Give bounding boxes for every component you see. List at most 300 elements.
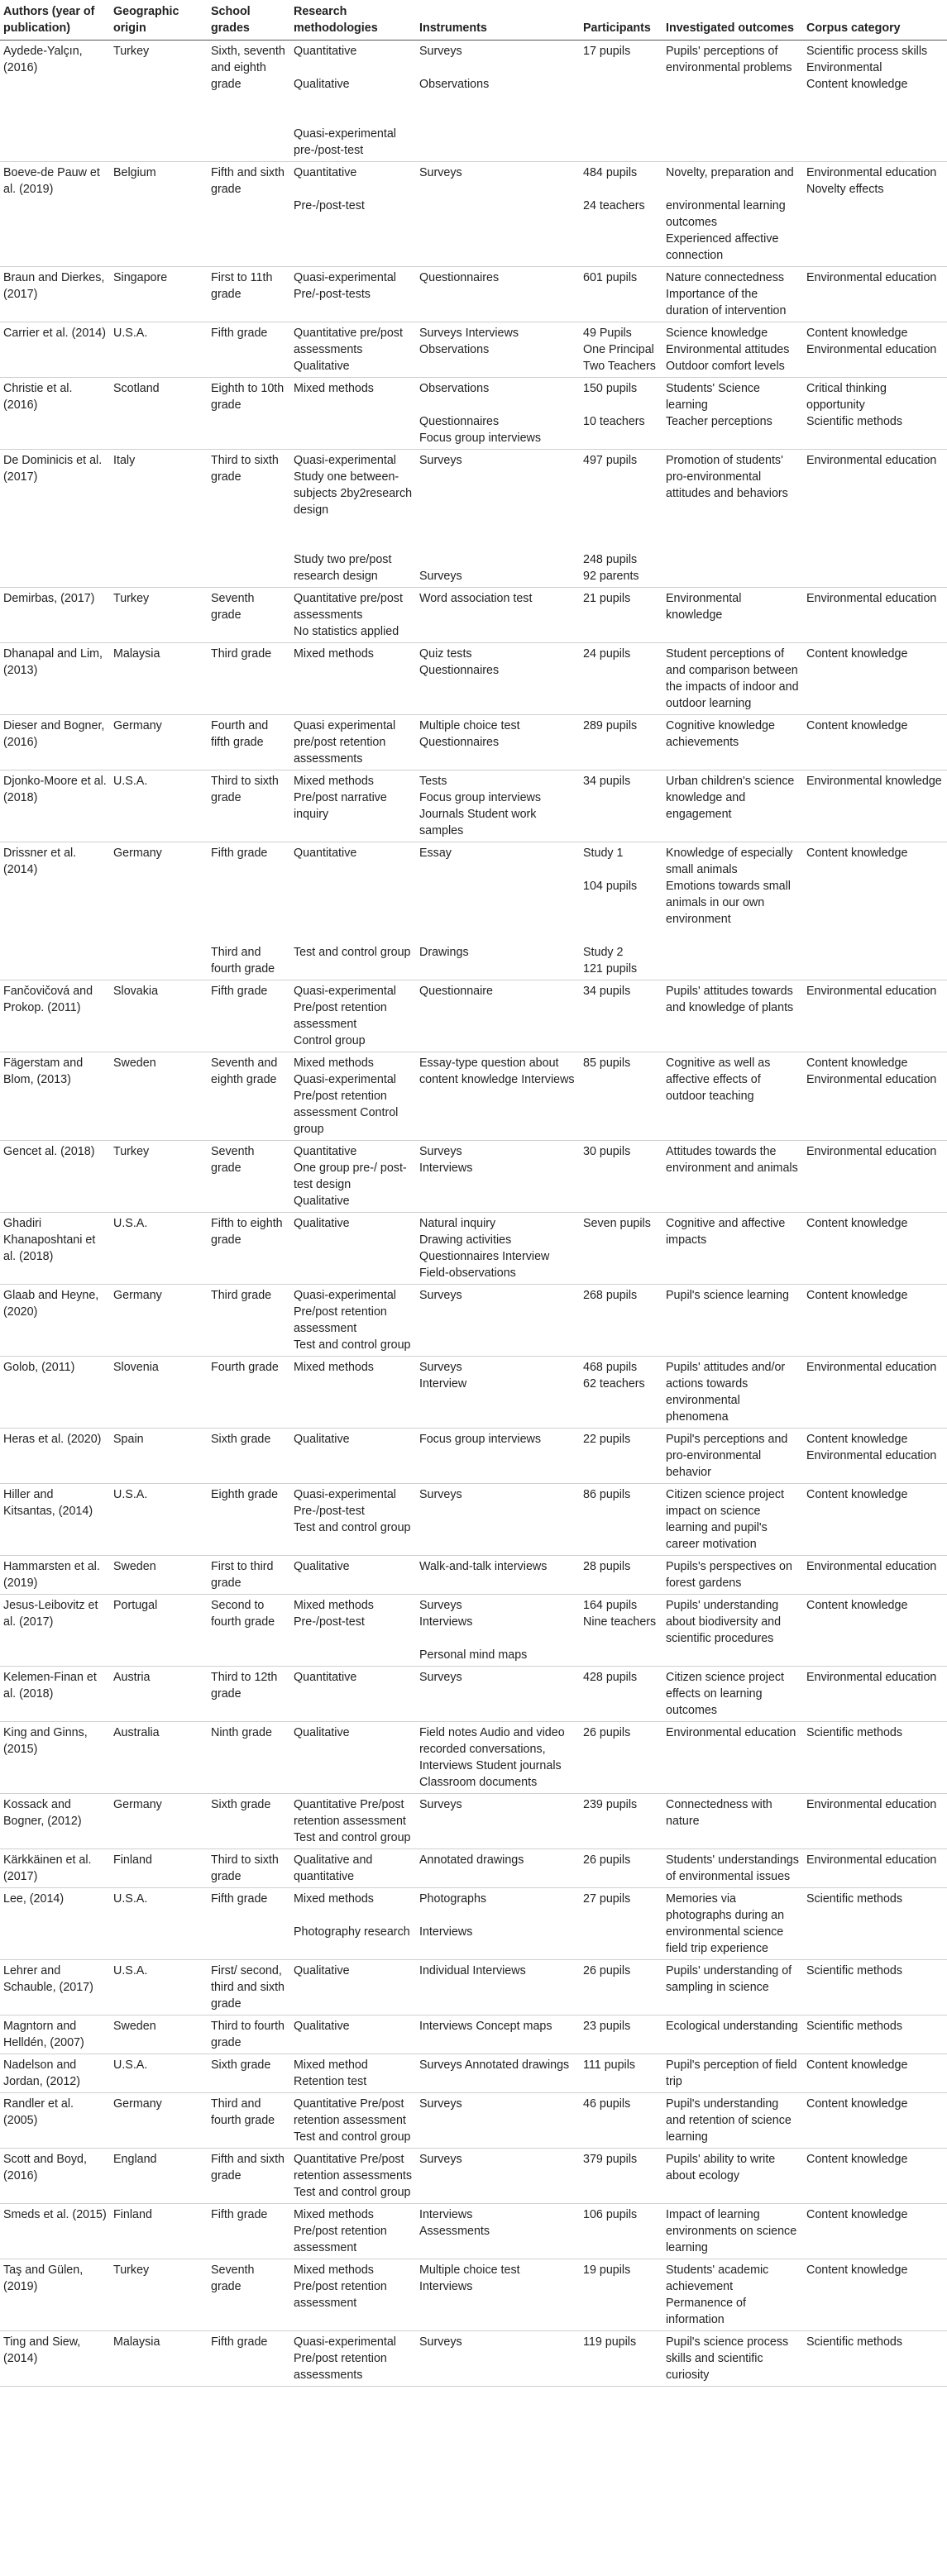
cell-line: Scientific methods <box>806 2335 903 2349</box>
cell-line: Nine teachers <box>583 1615 657 1629</box>
cell-line: Pupils' attitudes towards and knowledge of plants <box>666 985 794 1014</box>
authors-cell <box>0 1960 110 2015</box>
cell-line: Malaysia <box>113 647 160 661</box>
cell-line <box>419 518 576 535</box>
cell-line <box>294 535 413 551</box>
origin-cell <box>110 1052 208 1141</box>
cell-line: Citizen science project impact on science learning and pupil's career motivation <box>666 1488 785 1551</box>
cell-line: Importance of the duration of intervention <box>666 288 787 317</box>
cell-line: Glaab and Heyne, (2020) <box>3 1289 99 1319</box>
cell-line: Mixed methods <box>294 2208 374 2221</box>
cell-line: Pre-/post-test <box>294 199 365 212</box>
origin-cell <box>110 1960 208 2015</box>
grades-cell <box>208 1357 290 1429</box>
cell-line: Sweden <box>113 2020 156 2033</box>
cell-line <box>583 911 659 928</box>
cell-line: 497 pupils <box>583 454 638 467</box>
cell-line: Test and control group <box>294 2130 411 2144</box>
authors-cell <box>0 1357 110 1429</box>
cell-line <box>583 928 659 944</box>
cell-line: Heras et al. (2020) <box>3 1433 102 1446</box>
cell-line: Slovenia <box>113 1361 159 1374</box>
cell-line: Hammarsten et al. (2019) <box>3 1560 100 1590</box>
cell-line: Surveys <box>419 2097 462 2111</box>
table-row <box>0 1888 947 1960</box>
cell-line: Mixed methods <box>294 1892 374 1906</box>
cell-line: U.S.A. <box>113 1217 148 1230</box>
cell-line <box>294 928 413 944</box>
cell-line: Finland <box>113 2208 152 2221</box>
cell-line: Taş and Gülen, (2019) <box>3 2264 84 2293</box>
outcomes-cell <box>662 715 803 770</box>
methodology-cell <box>290 2259 416 2331</box>
cell-line: Cognitive as well as affective effects of outdoor teaching <box>666 1057 771 1103</box>
instruments-cell <box>416 1052 580 1141</box>
instruments-cell <box>416 715 580 770</box>
cell-line: Third to sixth grade <box>211 454 279 484</box>
cell-line: Quantitative <box>294 1671 357 1684</box>
participants-cell <box>580 2331 662 2387</box>
cell-line: Scientific methods <box>806 1964 903 1977</box>
cell-line: Surveys <box>419 2335 462 2349</box>
cell-line: Ecological understanding <box>666 2020 798 2033</box>
cell-line: Quasi-experimental <box>294 454 396 467</box>
instruments-cell <box>416 2149 580 2204</box>
cell-line: Outdoor comfort levels <box>666 360 785 373</box>
cell-line <box>294 109 413 126</box>
cell-line: Qualitative <box>294 360 350 373</box>
cell-line: Mixed method <box>294 2058 368 2072</box>
cell-line: Spain <box>113 1433 144 1446</box>
participants-cell <box>580 267 662 322</box>
cell-line <box>113 894 204 911</box>
cell-line: Quantitative pre/post assessments <box>294 327 403 356</box>
cell-line: Environmental education <box>806 1361 937 1374</box>
cell-line <box>419 1630 576 1647</box>
origin-cell <box>110 643 208 715</box>
cell-line: Test and control group <box>294 1831 411 1844</box>
cell-line: 86 pupils <box>583 1488 631 1501</box>
authors-cell <box>0 1722 110 1794</box>
cell-line: Environmental education <box>806 271 937 284</box>
origin-cell <box>110 2331 208 2387</box>
cell-line: Quantitative Pre/post retention assessment <box>294 2097 406 2127</box>
cell-line: Quasi-experimental Pre/post retention assessment <box>294 1289 396 1335</box>
cell-line: 21 pupils <box>583 592 631 605</box>
cell-line: De Dominicis et al. (2017) <box>3 454 103 484</box>
participants-cell <box>580 1849 662 1888</box>
origin-cell <box>110 1888 208 1960</box>
origin-cell <box>110 1667 208 1722</box>
cell-line: Sixth grade <box>211 1433 271 1446</box>
cell-line: Students' Science learning <box>666 382 760 412</box>
cell-line: Quantitative Pre/post retention assessment <box>294 1798 406 1828</box>
category-cell <box>803 1285 947 1357</box>
cell-line: Pupils' attitudes and/or actions towards environmental phenomena <box>666 1361 786 1424</box>
category-cell <box>803 1722 947 1794</box>
cell-line: Surveys <box>419 166 462 179</box>
participants-cell <box>580 643 662 715</box>
cell-line: Seventh grade <box>211 1145 255 1175</box>
cell-line: Pupils' understanding about biodiversity and scientific procedures <box>666 1599 782 1645</box>
cell-line: Questionnaires <box>419 415 500 428</box>
origin-cell <box>110 2015 208 2054</box>
cell-line: Braun and Dierkes, (2017) <box>3 271 105 301</box>
cell-line: Germany <box>113 719 162 732</box>
cell-line: Pupil's perception of field trip <box>666 2058 797 2088</box>
column-header: Instruments <box>416 0 580 41</box>
grades-cell <box>208 450 290 588</box>
cell-line: Photographs <box>419 1892 487 1906</box>
cell-line: Fifth and sixth grade <box>211 166 285 196</box>
outcomes-cell <box>662 1888 803 1960</box>
cell-line <box>113 944 204 961</box>
table-row <box>0 322 947 378</box>
participants-cell <box>580 715 662 770</box>
instruments-cell <box>416 2093 580 2149</box>
instruments-cell <box>416 378 580 450</box>
authors-cell <box>0 588 110 643</box>
cell-line: Environmental attitudes <box>666 343 790 356</box>
methodology-cell <box>290 450 416 588</box>
authors-cell <box>0 1595 110 1667</box>
grades-cell <box>208 2093 290 2149</box>
category-cell <box>803 2259 947 2331</box>
grades-cell <box>208 1794 290 1849</box>
methodology-cell <box>290 2015 416 2054</box>
cell-line: Fifth grade <box>211 847 268 860</box>
cell-line: Multiple choice test <box>419 719 520 732</box>
cell-line: 10 teachers <box>583 415 645 428</box>
cell-line: Content knowledge <box>806 647 908 661</box>
cell-line: Kärkkäinen et al. (2017) <box>3 1853 92 1883</box>
participants-cell <box>580 378 662 450</box>
origin-cell <box>110 1285 208 1357</box>
origin-cell <box>110 1141 208 1213</box>
cell-line: 34 pupils <box>583 775 631 788</box>
cell-line: Fifth and sixth grade <box>211 2153 285 2182</box>
category-cell <box>803 2093 947 2149</box>
table-row <box>0 41 947 162</box>
cell-line: Impact of learning environments on science learning <box>666 2208 797 2254</box>
instruments-cell <box>416 588 580 643</box>
authors-cell <box>0 1794 110 1849</box>
cell-line: Emotions towards small animals in our own environment <box>666 880 791 926</box>
authors-cell <box>0 1849 110 1888</box>
methodology-cell <box>290 378 416 450</box>
column-header: Authors (year of publication) <box>0 0 110 41</box>
grades-cell <box>208 1960 290 2015</box>
cell-line: Attitudes towards the environment and animals <box>666 1145 798 1175</box>
cell-line: 22 pupils <box>583 1433 631 1446</box>
cell-line: No statistics applied <box>294 625 399 638</box>
cell-line: U.S.A. <box>113 1488 148 1501</box>
cell-line: Retention test <box>294 2075 367 2088</box>
cell-line: 85 pupils <box>583 1057 631 1070</box>
participants-cell <box>580 1213 662 1285</box>
cell-line: 49 Pupils <box>583 327 632 340</box>
cell-line: Portugal <box>113 1599 158 1612</box>
methodology-cell <box>290 980 416 1052</box>
authors-cell <box>0 643 110 715</box>
grades-cell <box>208 1667 290 1722</box>
cell-line: Kelemen-Finan et al. (2018) <box>3 1671 97 1701</box>
cell-line: 106 pupils <box>583 2208 638 2221</box>
grades-cell <box>208 162 290 267</box>
cell-line: Randler et al. (2005) <box>3 2097 74 2127</box>
cell-line: 121 pupils <box>583 962 638 976</box>
cell-line: Interviews <box>419 2208 473 2221</box>
table-row <box>0 2015 947 2054</box>
cell-line: Environmental education <box>806 166 937 179</box>
cell-line: Kossack and Bogner, (2012) <box>3 1798 82 1828</box>
instruments-cell <box>416 450 580 588</box>
category-cell <box>803 1556 947 1595</box>
outcomes-cell <box>662 1429 803 1484</box>
table-row <box>0 715 947 770</box>
authors-cell <box>0 2093 110 2149</box>
authors-cell <box>0 1052 110 1141</box>
origin-cell <box>110 1595 208 1667</box>
cell-line: Journals Student work samples <box>419 808 537 837</box>
cell-line: Cognitive knowledge achievements <box>666 719 775 749</box>
participants-cell <box>580 1556 662 1595</box>
cell-line: Quantitative <box>294 166 357 179</box>
cell-line: 268 pupils <box>583 1289 638 1302</box>
category-cell <box>803 842 947 980</box>
participants-cell <box>580 1357 662 1429</box>
cell-line <box>211 861 287 878</box>
cell-line: Germany <box>113 1289 162 1302</box>
cell-line: Aydede-Yalçın, (2016) <box>3 45 83 74</box>
instruments-cell <box>416 1794 580 1849</box>
cell-line: Drawing activities <box>419 1233 512 1247</box>
cell-line: Questionnaires <box>419 271 500 284</box>
cell-line: Content knowledge <box>806 1433 908 1446</box>
cell-line: Environmental education <box>806 985 937 998</box>
outcomes-cell <box>662 1052 803 1141</box>
origin-cell <box>110 1357 208 1429</box>
cell-line: Surveys <box>419 1361 462 1374</box>
authors-cell <box>0 1213 110 1285</box>
category-cell <box>803 1213 947 1285</box>
category-cell <box>803 1667 947 1722</box>
column-header: Participants <box>580 0 662 41</box>
cell-line: Seventh grade <box>211 592 255 622</box>
cell-line: Qualitative <box>294 1217 350 1230</box>
cell-line <box>294 93 413 109</box>
grades-cell <box>208 2204 290 2259</box>
cell-line: 484 pupils <box>583 166 638 179</box>
table-row <box>0 1722 947 1794</box>
origin-cell <box>110 2054 208 2093</box>
table-row <box>0 1357 947 1429</box>
cell-line <box>419 469 576 485</box>
category-cell <box>803 1595 947 1667</box>
cell-line: Pupil's understanding and retention of science learning <box>666 2097 792 2144</box>
cell-line: Pupils' understanding of sampling in science <box>666 1964 792 1994</box>
cell-line: Students' academic achievement Permanence of information <box>666 2264 769 2326</box>
cell-line: Fägerstam and Blom, (2013) <box>3 1057 84 1086</box>
category-cell <box>803 1888 947 1960</box>
grades-cell <box>208 2149 290 2204</box>
cell-line: Novelty effects <box>806 183 884 196</box>
table-row <box>0 1213 947 1285</box>
authors-cell <box>0 1888 110 1960</box>
cell-line: U.S.A. <box>113 1964 148 1977</box>
cell-line <box>113 878 204 894</box>
cell-line: Seventh and eighth grade <box>211 1057 278 1086</box>
cell-line: Quantitative <box>294 1145 357 1158</box>
table-row <box>0 1960 947 2015</box>
cell-line: 379 pupils <box>583 2153 638 2166</box>
cell-line: Quasi-experimental pre-/post-test <box>294 127 396 157</box>
participants-cell <box>580 1794 662 1849</box>
outcomes-cell <box>662 41 803 162</box>
methodology-cell <box>290 842 416 980</box>
grades-cell <box>208 2331 290 2387</box>
outcomes-cell <box>662 1484 803 1556</box>
grades-cell <box>208 715 290 770</box>
instruments-cell <box>416 1849 580 1888</box>
cell-line <box>211 928 287 944</box>
outcomes-cell <box>662 2331 803 2387</box>
instruments-cell <box>416 2259 580 2331</box>
cell-line: Fifth grade <box>211 985 268 998</box>
cell-line: Environmental education <box>806 1145 937 1158</box>
cell-line: Test and control group <box>294 1521 411 1534</box>
cell-line: Austria <box>113 1671 151 1684</box>
cell-line: 164 pupils <box>583 1599 638 1612</box>
cell-line: Third to fourth grade <box>211 2020 285 2049</box>
participants-cell <box>580 842 662 980</box>
cell-line: Interviews Concept maps <box>419 2020 552 2033</box>
cell-line: Mixed methods <box>294 2264 374 2277</box>
instruments-cell <box>416 2204 580 2259</box>
cell-line: Content knowledge <box>806 1488 908 1501</box>
cell-line: Test and control group <box>294 1338 411 1352</box>
category-cell <box>803 2331 947 2387</box>
grades-cell <box>208 1556 290 1595</box>
cell-line: Quantitative pre/post assessments <box>294 592 403 622</box>
table-row <box>0 450 947 588</box>
cell-line: Third to 12th grade <box>211 1671 278 1701</box>
cell-line: Environmental education <box>806 1671 937 1684</box>
origin-cell <box>110 588 208 643</box>
cell-line: Smeds et al. (2015) <box>3 2208 107 2221</box>
cell-line: 239 pupils <box>583 1798 638 1811</box>
cell-line: Slovakia <box>113 985 159 998</box>
cell-line <box>419 485 576 502</box>
methodology-cell <box>290 1794 416 1849</box>
cell-line: Third and fourth grade <box>211 2097 275 2127</box>
cell-line: First to 11th grade <box>211 271 273 301</box>
cell-line: Walk-and-talk interviews <box>419 1560 548 1573</box>
authors-cell <box>0 980 110 1052</box>
cell-line: Lehrer and Schauble, (2017) <box>3 1964 93 1994</box>
origin-cell <box>110 162 208 267</box>
outcomes-cell <box>662 1849 803 1888</box>
cell-line: Pre/post retention assessment <box>294 2280 387 2310</box>
cell-line: Content knowledge <box>806 327 908 340</box>
category-cell <box>803 1484 947 1556</box>
instruments-cell <box>416 2015 580 2054</box>
cell-line: Sixth, seventh and eighth grade <box>211 45 285 91</box>
cell-line: Environmental education <box>806 343 937 356</box>
cell-line: Quantitative <box>294 847 357 860</box>
cell-line: Mixed methods <box>294 1361 374 1374</box>
table-row <box>0 267 947 322</box>
table-body <box>0 41 947 2387</box>
cell-line <box>583 469 659 485</box>
cell-line <box>583 894 659 911</box>
table-row <box>0 1429 947 1484</box>
instruments-cell <box>416 2054 580 2093</box>
cell-line: 19 pupils <box>583 2264 631 2277</box>
cell-line: 24 pupils <box>583 647 631 661</box>
grades-cell <box>208 2259 290 2331</box>
category-cell <box>803 162 947 267</box>
outcomes-cell <box>662 588 803 643</box>
authors-cell <box>0 1429 110 1484</box>
origin-cell <box>110 715 208 770</box>
methodology-cell <box>290 2204 416 2259</box>
cell-line: Magntorn and Helldén, (2007) <box>3 2020 84 2049</box>
origin-cell <box>110 2149 208 2204</box>
table-row <box>0 1667 947 1722</box>
cell-line: Fifth grade <box>211 2335 268 2349</box>
cell-line: Content knowledge <box>806 1289 908 1302</box>
cell-line: Scientific methods <box>806 415 903 428</box>
authors-cell <box>0 162 110 267</box>
cell-line: Nadelson and Jordan, (2012) <box>3 2058 80 2088</box>
methodology-cell <box>290 1888 416 1960</box>
cell-line: 104 pupils <box>583 880 638 893</box>
cell-line: King and Ginns, (2015) <box>3 1726 88 1756</box>
instruments-cell <box>416 842 580 980</box>
cell-line: Qualitative <box>294 1964 350 1977</box>
cell-line: Environmental education <box>806 1853 937 1867</box>
table-row <box>0 1484 947 1556</box>
cell-line: Pre/post retention assessment <box>294 2225 387 2254</box>
origin-cell <box>110 1849 208 1888</box>
cell-line: Christie et al. (2016) <box>3 382 73 412</box>
grades-cell <box>208 842 290 980</box>
outcomes-cell <box>662 162 803 267</box>
cell-line <box>113 911 204 928</box>
instruments-cell <box>416 770 580 842</box>
methodology-cell <box>290 715 416 770</box>
cell-line: Content knowledge <box>806 78 908 91</box>
cell-line: Pupils' ability to write about ecology <box>666 2153 776 2182</box>
cell-line: Sweden <box>113 1057 156 1070</box>
outcomes-cell <box>662 1213 803 1285</box>
cell-line: Scientific methods <box>806 1726 903 1739</box>
cell-line: 150 pupils <box>583 382 638 395</box>
methodology-cell <box>290 1556 416 1595</box>
outcomes-cell <box>662 643 803 715</box>
methodology-cell <box>290 1357 416 1429</box>
cell-line: Content knowledge <box>806 847 908 860</box>
cell-line: Quasi-experimental Pre/-post-tests <box>294 271 396 301</box>
cell-line: Surveys <box>419 1671 462 1684</box>
participants-cell <box>580 588 662 643</box>
cell-line: Fourth grade <box>211 1361 279 1374</box>
instruments-cell <box>416 322 580 378</box>
cell-line: Assessments <box>419 2225 490 2238</box>
table-row <box>0 1595 947 1667</box>
cell-line: Word association test <box>419 592 533 605</box>
